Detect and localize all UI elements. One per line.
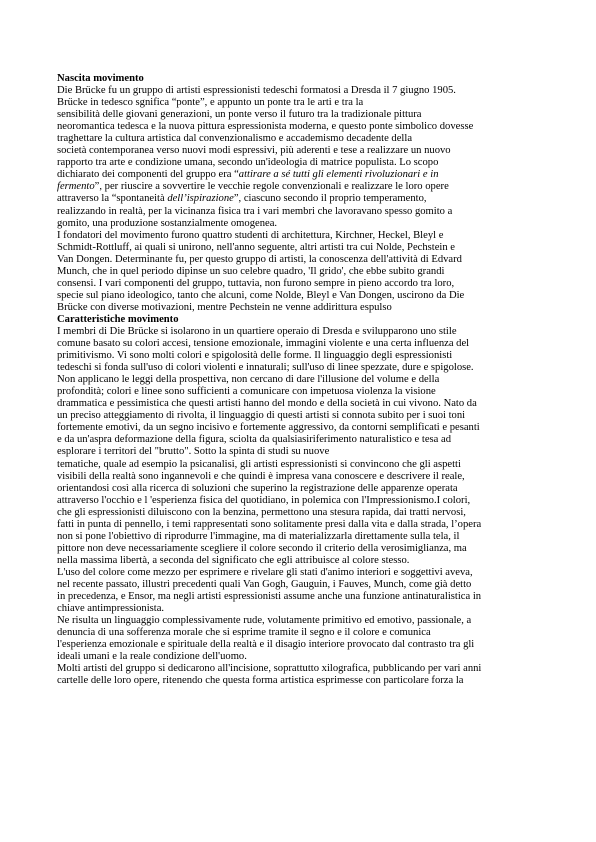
line-text: attraverso l'occhio e l 'esperienza fisica del quotidiano, in polemica con l'Impressionismo.I colori, <box>57 494 471 506</box>
line-text: pittore non deve necessariamente scegliere il colore secondo il criterio della verosimiglianza, ma <box>57 542 467 554</box>
text-line <box>57 579 547 591</box>
line-text: I fondatori del movimento furono quattro studenti di architettura, Kirchner, Heckel, Bleyl e <box>57 229 444 241</box>
line-text: esplorare i territori del "brutto". Sotto la spinta di studi su nuove <box>57 446 330 458</box>
text-line <box>57 471 547 483</box>
line-text: Molti artisti del gruppo si dedicarono all'incisione, soprattutto xilografica, pubblicando per vari anni <box>57 663 482 675</box>
text-line <box>57 157 547 169</box>
text-line <box>57 145 547 157</box>
text-line <box>57 97 547 109</box>
line-text: profondità; colori e linee sono sufficienti a comunicare con impetuosa violenza la visione <box>57 386 436 398</box>
line-text: fatti in punta di pennello, i temi rappresentati sono solitamente presi dalla vita e dalla strada, l’opera <box>57 518 482 530</box>
line-text: Die Brücke fu un gruppo di artisti espressionisti tedeschi formatosi a Dresda il 7 giugno 1905. <box>57 85 456 97</box>
line-text: Caratteristiche movimento <box>57 313 179 325</box>
text-line <box>57 495 547 507</box>
line-text: Ne risulta un linguaggio complessivamente rude, volutamente primitivo ed emotivo, passionale, a <box>57 615 472 627</box>
text-line <box>57 651 547 663</box>
text-line <box>57 254 547 266</box>
text-line <box>57 446 547 458</box>
text-line <box>57 531 547 543</box>
text-line <box>57 591 547 603</box>
line-text: visibili della realtà sono ingannevoli e che quindi è impresa vana conoscere e descrivere il reale, <box>57 470 465 482</box>
line-text: specie sul piano ideologico, tanto che alcuni, come Nolde, Bleyl e Van Dongen, uscirono da Die <box>57 289 465 301</box>
text-line <box>57 663 547 675</box>
line-text: rapporto tra arte e condizione umana, secondo un'ideologia di matrice populista. Lo scopo <box>57 157 439 169</box>
text-line <box>57 543 547 555</box>
line-text: denuncia di una sofferenza morale che si esprime tramite il segno e il colore e comunica <box>57 627 431 639</box>
line-text: in precedenza, e Ensor, ma negli artisti espressionisti assume anche una funzione antinaturalistica in <box>57 591 482 603</box>
line-text: sensibilità delle giovani generazioni, un ponte verso il futuro tra la tradizionale pittura <box>57 109 422 121</box>
line-text: primitivismo. Vi sono molti colori e spigolosità delle forme. Il linguaggio degli espressionisti <box>57 350 453 362</box>
section-heading <box>57 314 547 326</box>
text-line <box>57 218 547 230</box>
text-line <box>57 266 547 278</box>
line-text: orientandosi così alla ricerca di soluzioni che superino la registrazione delle apparenze operata <box>57 482 458 494</box>
text-line <box>57 398 547 410</box>
text-line <box>57 555 547 567</box>
line-text: tematiche, quale ad esempio la psicanalisi, gli artisti espressionisti si convincono che gli aspetti <box>57 458 461 470</box>
document-body <box>57 73 547 687</box>
text-line <box>57 639 547 651</box>
line-text: chiave antimpressionista. <box>57 603 165 615</box>
text-line <box>57 242 547 254</box>
line-text: e da un'aspra deformazione della figura, sciolta da qualsiasiriferimento naturalistico e tesa ad <box>57 434 452 446</box>
line-text: Nascita movimento <box>57 73 144 84</box>
line-text: Non applicano le leggi della prospettiva, non cercano di dare l'illusione del volume e della <box>57 374 440 386</box>
line-text: nel recente passato, illustri precedenti quali Van Gogh, Gauguin, i Fauves, Munch, come già detto <box>57 578 472 590</box>
line-text: fortemente emotivi, da un segno incisivo e fortemente aggressivo, da contorni semplificati e pesanti <box>57 422 480 434</box>
line-text-after: ”, ciascuno secondo il proprio temperamento, <box>233 193 427 205</box>
text-line <box>57 386 547 398</box>
text-line <box>57 85 547 97</box>
text-line <box>57 519 547 531</box>
text-line <box>57 483 547 495</box>
text-line <box>57 410 547 422</box>
text-line <box>57 338 547 350</box>
text-line <box>57 374 547 386</box>
line-text: tedeschi si fonda sull'uso di colori violenti e innaturali; sull'uso di linee spezzate, dure e spigolose. <box>57 362 474 374</box>
line-text: neoromantica tedesca e la nuova pittura espressionista moderna, e questo ponte simbolico dovesse <box>57 121 474 133</box>
line-text: L'uso del colore come mezzo per esprimere e rivelare gli stati d'animo interiori e soggettivi aveva, <box>57 566 473 578</box>
line-text-after: ”, per riuscire a sovvertire le vecchie regole convenzionali e realizzare le loro opere <box>94 181 449 193</box>
line-italic-text: fermento <box>57 181 95 193</box>
text-line <box>57 230 547 242</box>
line-text: consensi. I vari componenti del gruppo, tuttavia, non furono sempre in pieno accordo tra loro, <box>57 277 455 289</box>
text-line <box>57 193 547 205</box>
text-line <box>57 326 547 338</box>
text-line <box>57 434 547 446</box>
text-line <box>57 675 547 687</box>
line-italic-text: dell’ispirazione <box>167 193 234 205</box>
text-line <box>57 422 547 434</box>
line-text: comune basato su colori accesi, tensione emozionale, immagini violente e una certa influenza del <box>57 338 470 350</box>
text-line <box>57 459 547 471</box>
text-line <box>57 109 547 121</box>
text-line <box>57 350 547 362</box>
line-text: gomito, una produzione sostanzialmente omogenea. <box>57 217 278 229</box>
line-text: Munch, che in quel periodo dipinse un suo celebre quadro, 'Il grido', che ebbe subito grandi <box>57 265 445 277</box>
line-text: società contemporanea verso nuovi modi espressivi, più aderenti e tese a realizzare un nuovo <box>57 145 451 157</box>
text-line <box>57 133 547 145</box>
text-line <box>57 278 547 290</box>
line-text: attraverso la “spontaneità <box>57 193 168 205</box>
text-line <box>57 627 547 639</box>
line-text: che gli espressionisti diluiscono con la benzina, permettono una stesura rapida, dai tratti nervosi, <box>57 506 466 518</box>
line-italic-text: attirare a sé tutti gli elementi rivoluzionari e in <box>238 169 439 181</box>
line-text: nella massima libertà, a seconda del significato che egli attribuisce al colore stesso. <box>57 554 410 566</box>
text-line <box>57 362 547 374</box>
text-line <box>57 302 547 314</box>
line-text: cartelle delle loro opere, ritenendo che questa forma artistica esprimesse con particolare forza la <box>57 675 464 687</box>
text-line <box>57 290 547 302</box>
text-line <box>57 169 547 181</box>
line-text: un preciso atteggiamento di rivolta, il linguaggio di questi artisti si connota subito per i suoi toni <box>57 410 466 422</box>
line-text: traghettare la cultura artistica dal convenzionalismo e accademismo decadente della <box>57 133 413 145</box>
text-line <box>57 507 547 519</box>
text-line <box>57 121 547 133</box>
line-text: Van Dongen. Determinante fu, per questo gruppo di artisti, la conoscenza dell'attività di Edvard <box>57 253 462 265</box>
line-text: Brücke con diverse motivazioni, mentre Pechstein ne venne addirittura espulso <box>57 301 392 313</box>
line-text: ideali umani e la reale condizione dell'uomo. <box>57 651 247 663</box>
line-text: Brücke in tedesco sgnifica “ponte”, e appunto un ponte tra le arti e tra la <box>57 97 364 109</box>
line-text: realizzando in realtà, per la vicinanza fisica tra i vari membri che lavoravano spesso gomito a <box>57 205 453 217</box>
text-line <box>57 603 547 615</box>
text-line <box>57 567 547 579</box>
line-text: l'esperienza emozionale e spirituale della realtà e il disagio interiore provocato dal contrasto tra gli <box>57 639 475 651</box>
text-line <box>57 615 547 627</box>
line-text: I membri di Die Brücke si isolarono in un quartiere operaio di Dresda e svilupparono uno stile <box>57 325 457 337</box>
text-line <box>57 181 547 193</box>
line-text: drammatica e pessimistica che questi artisti hanno del mondo e della società in cui vivono. Nato da <box>57 398 477 410</box>
line-text: Schmidt-Rottluff, ai quali si unirono, nell'anno seguente, altri artisti tra cui Nolde, Pechstein e <box>57 241 456 253</box>
section-heading <box>57 73 547 85</box>
line-text: dichiarato dei componenti del gruppo era “ <box>57 169 239 181</box>
text-line <box>57 206 547 218</box>
line-text: non si pone l'obiettivo di riprodurre l'immagine, ma di materializzarla direttamente sulla tela, il <box>57 530 460 542</box>
